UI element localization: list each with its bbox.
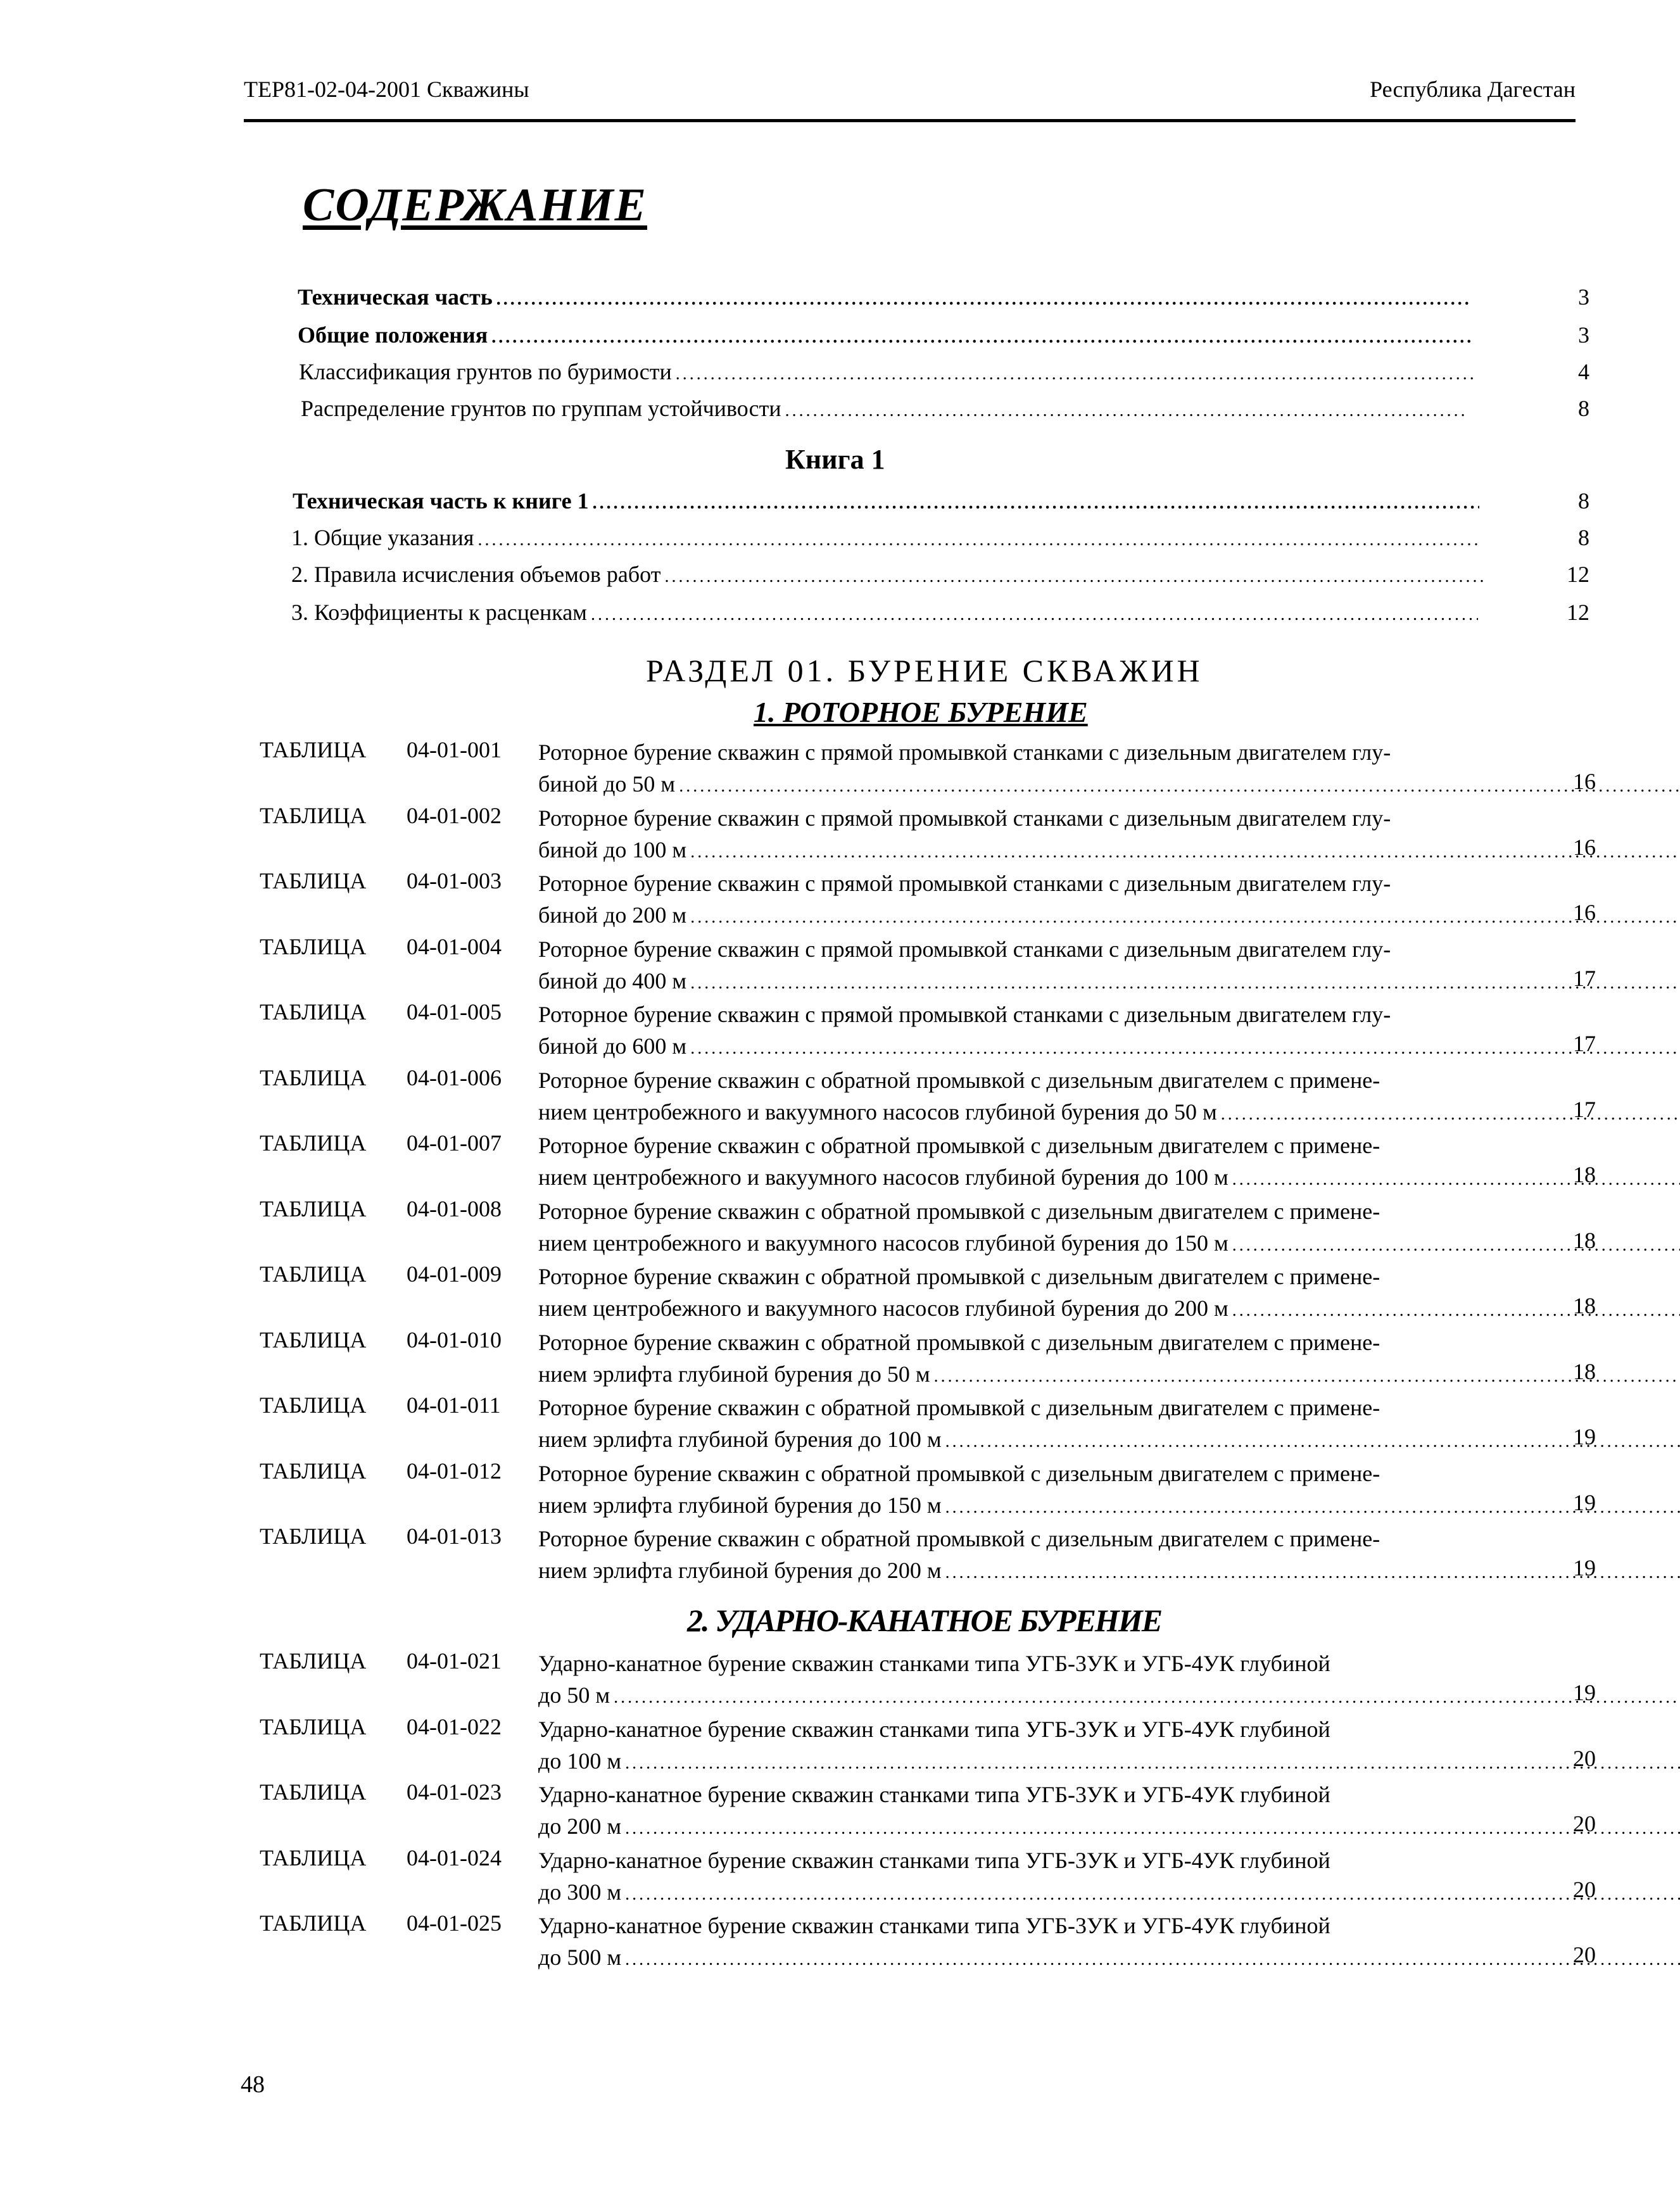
description-line-2-text: биной до 400 м (538, 968, 687, 994)
description-line-1: Роторное бурение скважин с обратной промывкой с дизельным двигателем с примене- (538, 1198, 1380, 1224)
table-label: ТАБЛИЦА (260, 1845, 367, 1870)
toc-label: Техническая часть к книге 1 (293, 488, 589, 514)
description-line-1: Роторное бурение скважин с обратной промывкой с дизельным двигателем с примене- (538, 1264, 1380, 1289)
table-description (538, 1845, 1680, 1910)
table-code: 04-01-009 (407, 1261, 502, 1287)
toc-leader (664, 567, 1484, 587)
description-line-2 (538, 1555, 1680, 1589)
running-header-left: ТЕР81-02-04-2001 Скважины (244, 77, 529, 102)
toc-page: 18 (1573, 1358, 1596, 1384)
toc-page: 19 (1573, 1680, 1596, 1705)
description-line-2 (538, 768, 1680, 802)
table-description (538, 1261, 1680, 1327)
description-line-1: Роторное бурение скважин с обратной промывкой с дизельным двигателем с примене- (538, 1329, 1380, 1355)
toc-leader (676, 364, 1473, 384)
toc-page: 17 (1573, 1031, 1596, 1056)
toc-leader (591, 605, 1478, 625)
description-line-2 (538, 1679, 1680, 1713)
table-label: ТАБЛИЦА (260, 737, 367, 762)
table-code: 04-01-003 (407, 868, 502, 893)
table-description (538, 933, 1680, 999)
table-description (538, 999, 1680, 1064)
toc-leader (679, 771, 1680, 802)
table-description (538, 1064, 1680, 1130)
description-line-2 (538, 899, 1680, 933)
table-code: 04-01-021 (407, 1648, 502, 1674)
table-code: 04-01-006 (407, 1064, 502, 1090)
toc-page: 19 (1573, 1489, 1596, 1515)
description-line-1: Роторное бурение скважин с обратной промывкой с дизельным двигателем с примене- (538, 1133, 1380, 1158)
section-heading: РАЗДЕЛ 01. БУРЕНИЕ СКВАЖИН (646, 653, 1203, 688)
description-line-2 (538, 834, 1680, 868)
description-line-2-text: нием центробежного и вакуумного насосов глубиной бурения до 200 м (538, 1296, 1228, 1321)
description-line-2 (538, 1810, 1680, 1845)
description-line-1: Роторное бурение скважин с прямой промывкой станками с дизельным двигателем глу- (538, 871, 1391, 896)
toc-label: 1. Общие указания (291, 525, 474, 550)
table-description (538, 1195, 1680, 1261)
toc-page: 16 (1573, 900, 1596, 925)
toc-page: 19 (1573, 1424, 1596, 1449)
description-line-2-text: до 300 м (538, 1879, 622, 1905)
table-label: ТАБЛИЦА (260, 1261, 367, 1287)
description-line-2-text: нием центробежного и вакуумного насосов глубиной бурения до 100 м (538, 1164, 1228, 1190)
description-line-1: Роторное бурение скважин с обратной промывкой с дизельным двигателем с примене- (538, 1460, 1380, 1486)
description-line-2 (538, 1096, 1680, 1130)
description-line-2-text: нием эрлифта глубиной бурения до 200 м (538, 1558, 942, 1583)
table-description (538, 1327, 1680, 1392)
table-description (538, 1648, 1680, 1713)
toc-label: Распределение грунтов по группам устойчивости (301, 396, 781, 421)
toc-entry (301, 395, 1469, 422)
toc-page: 18 (1573, 1227, 1596, 1253)
table-label: ТАБЛИЦА (260, 933, 367, 959)
description-line-2 (538, 1161, 1680, 1195)
description-line-2 (538, 965, 1680, 999)
toc-page: 8 (1578, 525, 1589, 550)
toc-page: 8 (1578, 396, 1589, 421)
table-description (538, 1779, 1680, 1845)
toc-leader (625, 1813, 1680, 1845)
table-label: ТАБЛИЦА (260, 1524, 367, 1549)
toc-leader (1232, 1295, 1680, 1327)
description-line-1: Роторное бурение скважин с прямой промывкой станками с дизельным двигателем глу- (538, 805, 1391, 831)
description-line-2 (538, 1876, 1680, 1910)
table-description (538, 1458, 1680, 1524)
toc-entry (298, 322, 1475, 348)
description-line-1: Роторное бурение скважин с прямой промывкой станками с дизельным двигателем глу- (538, 740, 1391, 765)
toc-page: 16 (1573, 834, 1596, 860)
toc-leader (491, 327, 1472, 348)
toc-label: 2. Правила исчисления объемов работ (291, 562, 661, 587)
toc-leader (1232, 1230, 1680, 1261)
toc-leader (690, 836, 1680, 868)
subsection-heading: 1. РОТОРНОЕ БУРЕНИЕ (754, 696, 1088, 728)
description-line-1: Ударно-канатное бурение скважин станками типа УГБ-3УК и УГБ-4УК глубиной (538, 1782, 1330, 1807)
description-line-1: Ударно-канатное бурение скважин станками типа УГБ-3УК и УГБ-4УК глубиной (538, 1847, 1330, 1873)
toc-page: 3 (1578, 322, 1589, 348)
table-description (538, 1523, 1680, 1589)
table-code: 04-01-008 (407, 1195, 502, 1221)
table-code: 04-01-022 (407, 1713, 502, 1739)
page-title: СОДЕРЖАНИЕ (303, 179, 647, 231)
toc-page: 3 (1578, 284, 1589, 310)
description-line-2-text: до 100 м (538, 1748, 622, 1774)
table-label: ТАБЛИЦА (260, 999, 367, 1025)
toc-leader (1221, 1099, 1680, 1130)
table-code: 04-01-025 (407, 1910, 502, 1936)
toc-leader (785, 401, 1465, 421)
description-line-2-text: нием эрлифта глубиной бурения до 100 м (538, 1427, 942, 1452)
description-line-2 (538, 1423, 1680, 1458)
toc-leader (1232, 1164, 1680, 1195)
toc-page: 20 (1573, 1876, 1596, 1902)
toc-label: 3. Коэффициенты к расценкам (291, 600, 587, 625)
table-code: 04-01-002 (407, 802, 502, 828)
description-line-2-text: биной до 100 м (538, 836, 687, 862)
toc-leader (690, 902, 1680, 933)
table-code: 04-01-011 (407, 1392, 501, 1418)
book-heading: Книга 1 (785, 444, 885, 475)
toc-entry (291, 599, 1482, 626)
description-line-1: Ударно-канатное бурение скважин станками типа УГБ-3УК и УГБ-4УК глубиной (538, 1913, 1330, 1938)
toc-leader (625, 1879, 1680, 1910)
table-label: ТАБЛИЦА (260, 1713, 367, 1739)
table-description (538, 1910, 1680, 1976)
toc-entry (291, 561, 1488, 588)
table-code: 04-01-010 (407, 1327, 502, 1353)
description-line-2-text: биной до 200 м (538, 902, 687, 928)
toc-entry (299, 358, 1477, 385)
description-line-1: Роторное бурение скважин с прямой промывкой станками с дизельным двигателем глу- (538, 1002, 1391, 1027)
description-line-2 (538, 1030, 1680, 1064)
description-line-1: Роторное бурение скважин с прямой промывкой станками с дизельным двигателем глу- (538, 936, 1391, 962)
table-description (538, 736, 1680, 802)
description-line-1: Роторное бурение скважин с обратной промывкой с дизельным двигателем с примене- (538, 1067, 1380, 1093)
running-header-right: Республика Дагестан (1370, 77, 1576, 102)
toc-page: 12 (1567, 600, 1589, 625)
toc-page: 17 (1573, 965, 1596, 991)
toc-page: 20 (1573, 1942, 1596, 1967)
description-line-2-text: нием эрлифта глубиной бурения до 150 м (538, 1492, 942, 1518)
toc-leader (614, 1682, 1680, 1713)
table-label: ТАБЛИЦА (260, 1458, 367, 1484)
toc-page: 4 (1578, 359, 1589, 384)
table-label: ТАБЛИЦА (260, 1327, 367, 1353)
description-line-1: Ударно-канатное бурение скважин станками типа УГБ-3УК и УГБ-4УК глубиной (538, 1651, 1330, 1676)
toc-entry (291, 524, 1482, 551)
table-label: ТАБЛИЦА (260, 1392, 367, 1418)
toc-label: Общие положения (298, 322, 488, 348)
table-code: 04-01-013 (407, 1524, 502, 1549)
toc-label: Классификация грунтов по буримости (299, 359, 672, 384)
description-line-2-text: нием центробежного и вакуумного насосов глубиной бурения до 150 м (538, 1230, 1228, 1256)
toc-leader (690, 1033, 1680, 1064)
toc-leader (478, 530, 1479, 550)
table-code: 04-01-024 (407, 1845, 502, 1870)
table-description (538, 1713, 1680, 1779)
toc-label: Техническая часть (298, 284, 493, 310)
table-label: ТАБЛИЦА (260, 802, 367, 828)
toc-page: 20 (1573, 1745, 1596, 1771)
toc-leader (496, 289, 1472, 310)
description-line-1: Роторное бурение скважин с обратной промывкой с дизельным двигателем с примене- (538, 1526, 1380, 1551)
toc-page: 19 (1573, 1555, 1596, 1580)
toc-entry (298, 284, 1475, 310)
table-label: ТАБЛИЦА (260, 1779, 367, 1805)
description-line-2 (538, 1227, 1680, 1261)
toc-leader (625, 1944, 1680, 1976)
description-line-2-text: нием центробежного и вакуумного насосов глубиной бурения до 50 м (538, 1099, 1217, 1125)
description-line-2 (538, 1745, 1680, 1779)
description-line-2-text: до 500 м (538, 1945, 622, 1970)
description-line-2-text: биной до 50 м (538, 771, 676, 797)
description-line-2-text: до 50 м (538, 1682, 610, 1708)
table-label: ТАБЛИЦА (260, 1130, 367, 1156)
page-number: 48 (241, 2071, 265, 2098)
table-description (538, 1392, 1680, 1458)
toc-page: 17 (1573, 1096, 1596, 1122)
table-label: ТАБЛИЦА (260, 1064, 367, 1090)
subsection-heading: 2. УДАРНО-КАНАТНОЕ БУРЕНИЕ (687, 1603, 1162, 1638)
toc-page: 18 (1573, 1293, 1596, 1318)
description-line-2-text: нием эрлифта глубиной бурения до 50 м (538, 1361, 930, 1387)
description-line-2 (538, 1941, 1680, 1976)
table-code: 04-01-012 (407, 1458, 502, 1484)
toc-page: 12 (1567, 562, 1589, 587)
table-code: 04-01-001 (407, 737, 502, 762)
table-code: 04-01-007 (407, 1130, 502, 1156)
header-rule (244, 119, 1576, 122)
description-line-1: Роторное бурение скважин с обратной промывкой с дизельным двигателем с примене- (538, 1395, 1380, 1420)
table-description (538, 867, 1680, 933)
toc-page: 18 (1573, 1162, 1596, 1187)
description-line-2 (538, 1489, 1680, 1524)
table-label: ТАБЛИЦА (260, 1910, 367, 1936)
description-line-2-text: до 200 м (538, 1814, 622, 1839)
table-label: ТАБЛИЦА (260, 1195, 367, 1221)
toc-leader (690, 968, 1680, 999)
table-code: 04-01-005 (407, 999, 502, 1025)
toc-page: 16 (1573, 769, 1596, 794)
table-label: ТАБЛИЦА (260, 868, 367, 893)
toc-page: 8 (1578, 488, 1589, 514)
description-line-2 (538, 1292, 1680, 1327)
table-code: 04-01-004 (407, 933, 502, 959)
description-line-2-text: биной до 600 м (538, 1033, 687, 1059)
description-line-2 (538, 1358, 1680, 1392)
toc-page: 20 (1573, 1811, 1596, 1836)
toc-entry (293, 488, 1483, 514)
table-description (538, 1130, 1680, 1195)
table-description (538, 802, 1680, 868)
toc-leader (625, 1748, 1680, 1779)
table-label: ТАБЛИЦА (260, 1648, 367, 1674)
table-code: 04-01-023 (407, 1779, 502, 1805)
description-line-1: Ударно-канатное бурение скважин станками типа УГБ-3УК и УГБ-4УК глубиной (538, 1716, 1330, 1742)
toc-leader (593, 493, 1479, 514)
